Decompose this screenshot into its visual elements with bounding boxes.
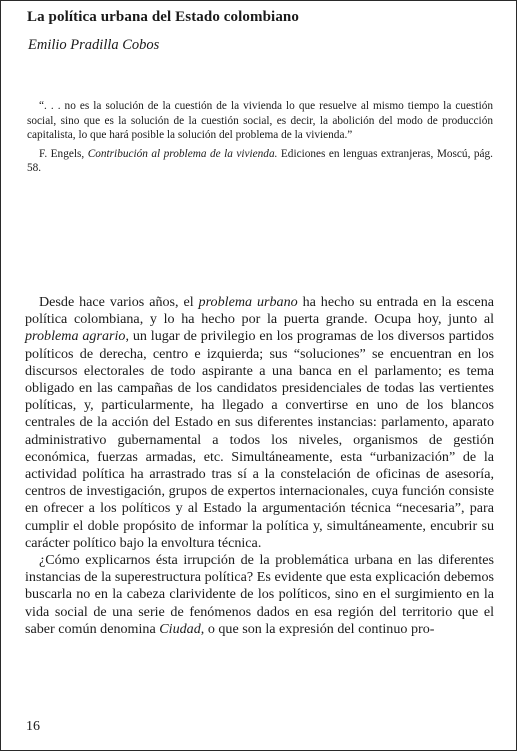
paragraph-1-text-b: ha hecho su entrada en la escena política colombiana, y lo ha hecho por la puerta grande. Ocupa hoy, junto al [25, 294, 494, 328]
paragraph-2-text-a: ¿Cómo explicarnos ésta irrupción de la problemática urbana en las diferentes instancias de la superestructura política? Es evidente que esta explicación debemos buscarla no en la cabeza clarividente de los políticos, sino en el surgimiento en la vida social de una serie de fenómenos dados en esa región del territorio que el saber común denomina [25, 552, 494, 637]
epigraph [27, 99, 493, 176]
paragraph-1-emphasis-1: problema urbano [198, 294, 298, 310]
paragraph-2-text-b: , o que son la expresión del continuo pro- [200, 620, 435, 637]
epigraph-citation [27, 147, 493, 176]
paragraph-1-text-c: , un lugar de privilegio en los programas de los diversos partidos políticos de derecha, centro e izquierda; sus “soluciones” se encuentran en los discursos electorales de todo aspirante a una banca en el parlamento; es tema obligado en las campañas de los candidatos presidenciales de todas las vertientes políticas, y, particularmente, ha llegado a convertirse en uno de los blancos centrales de la acción del Estado en sus diferentes instancias: parlamento, aparato administrativo gubernamental a todos los niveles, organismos de gestión económica, fuerzas armadas, etc. Simultáneamente, esta “urbanización” de la actividad política ha arrastrado tras sí a la constelación de oficinas de asesoría, centros de investigación, grupos de expertos internacionales, cuya función consiste en ofrecer a los políticos y al Estado la argumentación técnica “necesaria”, para cumplir el doble propósito de informar la política y, simultáneamente, encubrir su carácter político bajo la envoltura técnica. [25, 328, 494, 551]
page-number: 16 [26, 719, 40, 734]
body-text [25, 294, 494, 638]
paragraph-2 [25, 552, 494, 638]
citation-publication: Ediciones en lenguas extranjeras, Moscú, pág. 58. [27, 147, 493, 175]
paragraph-1 [25, 294, 494, 552]
chapter-title: La política urbana del Estado colombiano [27, 9, 299, 25]
chapter-author: Emilio Pradilla Cobos [28, 37, 160, 53]
epigraph-quote: “. . . no es la solución de la cuestión de la vivienda lo que resuelve al mismo tiempo la cuestión social, sino que es la solución de la cuestión social, es decir, la abolición del modo de producción capitalista, lo que hará posible la solución del problema de la vivienda.” [27, 100, 493, 142]
paragraph-1-text-a: Desde hace varios años, el [39, 294, 199, 310]
paragraph-1-emphasis-2: problema agrario [25, 328, 126, 345]
citation-author: F. Engels, [39, 147, 88, 160]
paragraph-2-emphasis: Ciudad [159, 620, 201, 637]
citation-work-title: Contribución al problema de la vivienda. [87, 147, 278, 160]
